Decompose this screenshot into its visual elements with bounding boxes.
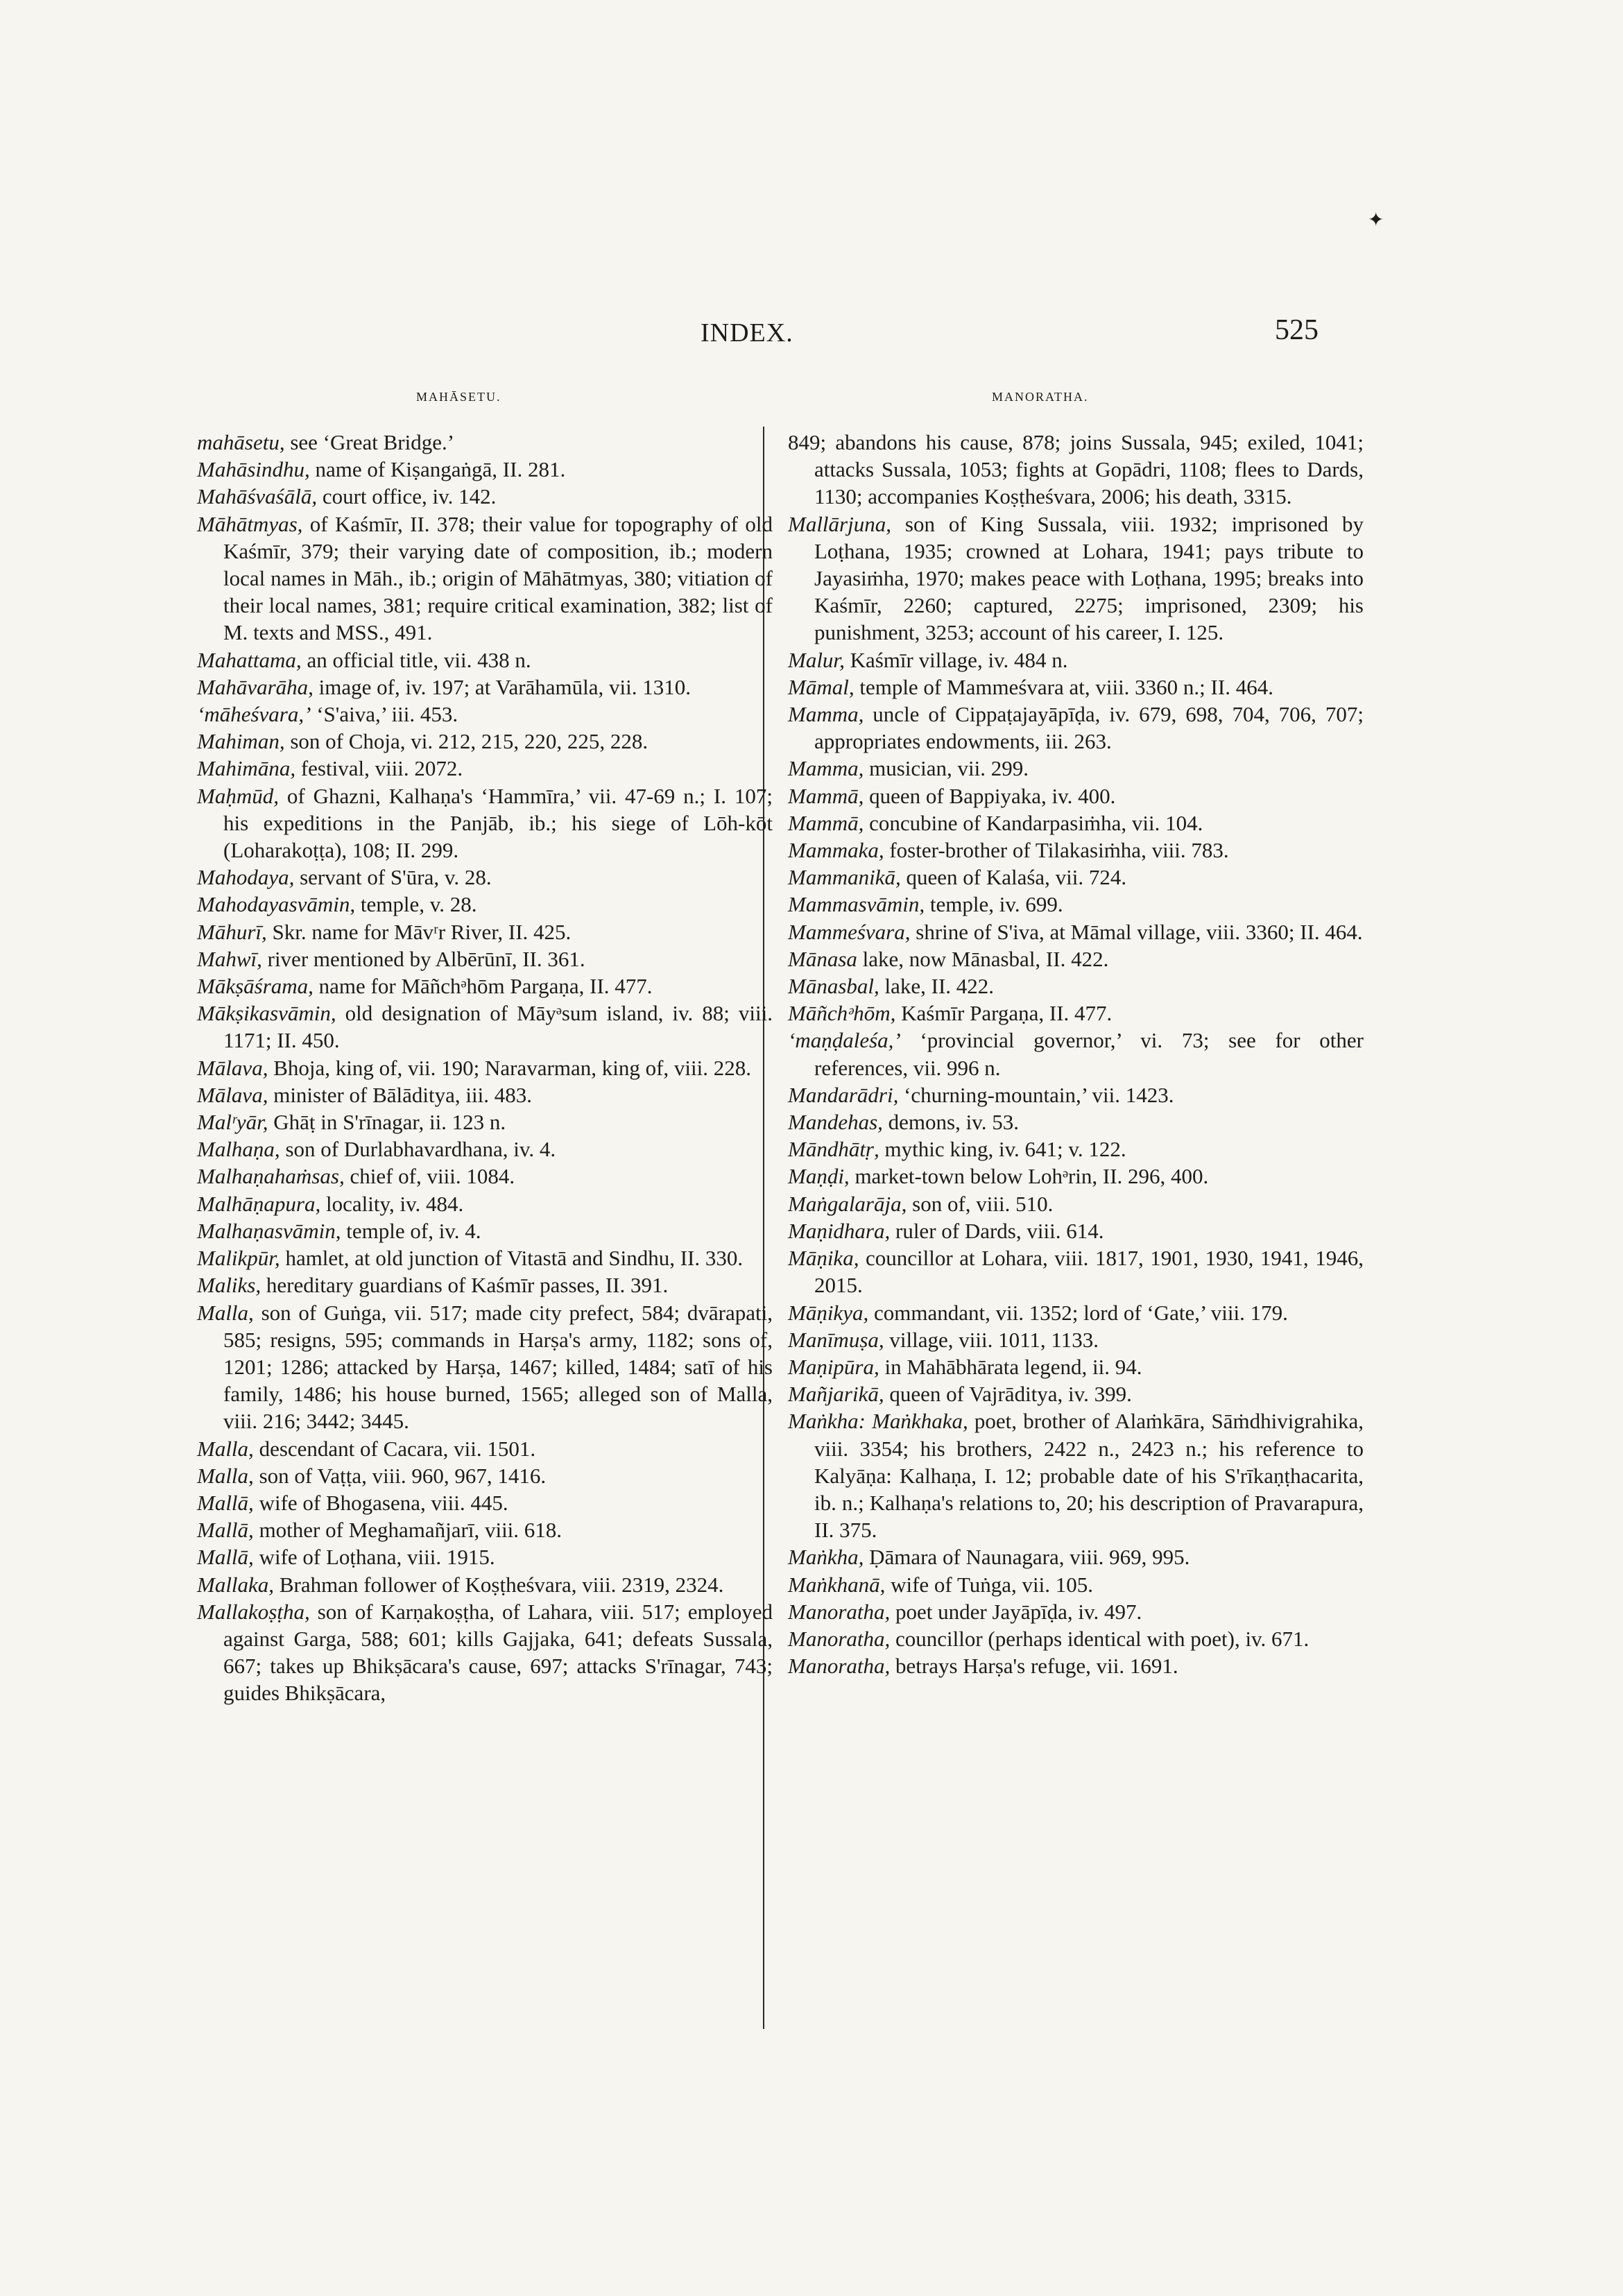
index-references: hereditary guardians of Kaśmīr passes, II. 391. bbox=[261, 1273, 669, 1298]
index-term: Malur, bbox=[788, 647, 845, 672]
index-term: Mammanikā, bbox=[788, 865, 901, 890]
index-entry bbox=[197, 1271, 773, 1299]
index-term: Mamma, bbox=[788, 702, 864, 727]
index-term: Maṅgalarāja, bbox=[788, 1191, 907, 1216]
index-references: queen of Vajrāditya, iv. 399. bbox=[884, 1382, 1132, 1407]
index-column-left bbox=[197, 429, 773, 1707]
index-term: Mākṣāśrama, bbox=[197, 974, 314, 999]
index-term: Maṇipūra, bbox=[788, 1354, 879, 1379]
index-references: councillor at Lohara, viii. 1817, 1901, 1930, 1941, 1946, 2015. bbox=[814, 1246, 1364, 1298]
index-term: Mandarādri, bbox=[788, 1082, 899, 1107]
index-entry bbox=[197, 1489, 773, 1516]
index-entry bbox=[788, 1571, 1364, 1598]
index-term: Mahāvarāha, bbox=[197, 674, 314, 699]
index-references: court office, iv. 142. bbox=[317, 484, 497, 509]
index-references: shrine of S'iva, at Māmal village, viii. 3360; II. 464. bbox=[910, 919, 1363, 944]
index-term: Mammā, bbox=[788, 810, 864, 835]
index-term: Mallārjuna, bbox=[788, 511, 891, 536]
index-references: of Ghazni, Kalhaṇa's ‘Hammīra,’ vii. 47-69 n.; I. 107; his expeditions in the Panjāb, ib.; his siege of Lōh-kōt (Loharakoṭṭa), 108; II. 299. bbox=[223, 783, 773, 863]
index-references: ruler of Dards, viii. 614. bbox=[890, 1218, 1104, 1243]
index-entry bbox=[788, 1027, 1364, 1081]
index-column-right bbox=[788, 429, 1364, 1679]
index-entry bbox=[197, 483, 773, 510]
index-references: Skr. name for Māvʳr River, II. 425. bbox=[266, 919, 572, 944]
index-references: temple, iv. 699. bbox=[925, 892, 1063, 917]
index-references: commandant, vii. 1352; lord of ‘Gate,’ viii. 179. bbox=[868, 1300, 1288, 1325]
index-references: Brahman follower of Koṣṭheśvara, viii. 2319, 2324. bbox=[274, 1572, 724, 1597]
index-references: old designation of Māyᵊsum island, iv. 88; viii. 1171; II. 450. bbox=[223, 1001, 773, 1053]
index-references: market-town below Lohᵊrin, II. 296, 400. bbox=[849, 1164, 1209, 1189]
index-term: ‘maṇḍaleśa,’ bbox=[788, 1028, 901, 1053]
index-references: chief of, viii. 1084. bbox=[344, 1164, 515, 1189]
index-term: Māṇikya, bbox=[788, 1300, 869, 1325]
index-entry bbox=[788, 973, 1364, 1000]
index-entry bbox=[788, 1136, 1364, 1163]
index-entry bbox=[788, 1190, 1364, 1217]
index-term: Mammasvāmin, bbox=[788, 892, 925, 917]
index-references: poet, brother of Alaṁkāra, Sāṁdhivigrahika, viii. 3354; his brothers, 2422 n., 2423 n.; his reference to Kalyāṇa: Kalhaṇa, I. 12; probable date of his S'rīkaṇṭhacarita, ib. n.; Kalhaṇa's relations to, 20; his description of Pravarapura, II. 375. bbox=[814, 1409, 1364, 1543]
index-term: Manoratha, bbox=[788, 1626, 891, 1651]
index-term: Māmal, bbox=[788, 674, 855, 699]
index-references: Kaśmīr Pargaṇa, II. 477. bbox=[895, 1001, 1113, 1026]
index-term: Mahodaya, bbox=[197, 865, 295, 890]
index-references: musician, vii. 299. bbox=[864, 756, 1029, 781]
index-references: lake, now Mānasbal, II. 422. bbox=[857, 946, 1109, 971]
index-entry bbox=[788, 1625, 1364, 1652]
index-entry bbox=[197, 1462, 773, 1489]
index-term: Malikpūr, bbox=[197, 1246, 280, 1271]
index-term: Mānasa bbox=[788, 946, 857, 971]
index-entry bbox=[788, 837, 1364, 864]
index-term: Mallaka, bbox=[197, 1572, 275, 1597]
index-entry bbox=[788, 755, 1364, 782]
index-references: concubine of Kandarpasiṁha, vii. 104. bbox=[864, 810, 1203, 835]
index-references: hamlet, at old junction of Vitastā and Sindhu, II. 330. bbox=[280, 1246, 744, 1271]
index-term: Mahwī, bbox=[197, 946, 262, 971]
index-entry bbox=[788, 1353, 1364, 1380]
index-entry bbox=[788, 891, 1364, 918]
index-entry bbox=[788, 1407, 1364, 1543]
index-term: Māṇika, bbox=[788, 1246, 859, 1271]
index-references: son of Karṇakoṣṭha, of Lahara, viii. 517; employed against Garga, 588; 601; kills Gajjaka, 641; defeats Sussala, 667; takes up Bhikṣācara's cause, 697; attacks S'rīnagar, 743; guides Bhikṣācara, bbox=[223, 1599, 773, 1706]
index-entry bbox=[788, 1108, 1364, 1136]
index-entry bbox=[788, 1081, 1364, 1108]
index-references: 849; abandons his cause, 878; joins Sussala, 945; exiled, 1041; attacks Sussala, 1053; fights at Gopādri, 1108; flees to Dards, 1130; accompanies Koṣṭheśvara, 2006; his death, 3315. bbox=[788, 430, 1364, 509]
index-entry bbox=[788, 809, 1364, 837]
index-references: locality, iv. 484. bbox=[320, 1191, 464, 1216]
index-entry bbox=[197, 1244, 773, 1271]
index-term: Malhaṇahaṁsas, bbox=[197, 1164, 345, 1189]
index-references: mythic king, iv. 641; v. 122. bbox=[879, 1137, 1126, 1162]
index-term: Mahāsindhu, bbox=[197, 457, 310, 482]
index-term: Maṅkha, bbox=[788, 1545, 864, 1570]
index-term: Malla, bbox=[197, 1436, 254, 1461]
index-term: Mammeśvara, bbox=[788, 919, 911, 944]
index-references: councillor (perhaps identical with poet), iv. 671. bbox=[890, 1626, 1309, 1651]
index-references: mother of Meghamañjarī, viii. 618. bbox=[253, 1518, 563, 1543]
index-term: Maṅkhanā, bbox=[788, 1572, 886, 1597]
index-entry bbox=[788, 429, 1364, 511]
index-entry bbox=[788, 1299, 1364, 1326]
index-term: Mahimāna, bbox=[197, 756, 296, 781]
index-references: servant of S'ūra, v. 28. bbox=[294, 865, 492, 890]
index-entry bbox=[788, 1244, 1364, 1299]
index-entry bbox=[788, 864, 1364, 891]
index-entry bbox=[197, 456, 773, 483]
index-entry bbox=[788, 1326, 1364, 1353]
index-term: Mammā, bbox=[788, 783, 864, 808]
index-entry bbox=[788, 1000, 1364, 1027]
index-references: queen of Bappiyaka, iv. 400. bbox=[864, 783, 1116, 808]
index-entry bbox=[788, 782, 1364, 809]
index-references: son of Guṅga, vii. 517; made city prefect, 584; dvārapati, 585; resigns, 595; commands in Harṣa's army, 1182; sons of, 1201; 1286; attacked by Harṣa, 1467; killed, 1484; satī of his family, 1486; his house burned, 1565; alleged son of Malla, viii. 216; 3442; 3445. bbox=[223, 1300, 773, 1434]
index-term: Mākṣikasvāmin, bbox=[197, 1001, 336, 1026]
index-term: Malhāṇapura, bbox=[197, 1191, 321, 1216]
index-entry bbox=[197, 1516, 773, 1543]
index-entry bbox=[788, 1598, 1364, 1625]
index-references: Ghāṭ in S'rīnagar, ii. 123 n. bbox=[268, 1110, 506, 1135]
index-term: Malhaṇa, bbox=[197, 1137, 280, 1162]
index-references: temple, v. 28. bbox=[355, 892, 477, 917]
index-entry bbox=[197, 1571, 773, 1598]
index-references: son of King Sussala, viii. 1932; imprisoned by Loṭhana, 1935; crowned at Lohara, 1941; pays tribute to Jayasiṁha, 1970; makes peace with Loṭhana, 1995; breaks into Kaśmīr, 2260; captured, 2275; imprisoned, 2309; his punishment, 3253; account of his career, I. 125. bbox=[814, 511, 1364, 645]
index-term: Māndhātṛ, bbox=[788, 1137, 879, 1162]
index-references: Kaśmīr village, iv. 484 n. bbox=[844, 647, 1068, 672]
index-entry bbox=[788, 1652, 1364, 1679]
index-term: Mamma, bbox=[788, 756, 864, 781]
index-references: ‘churning-mountain,’ vii. 1423. bbox=[898, 1082, 1174, 1107]
page-number: 525 bbox=[1275, 314, 1319, 346]
index-term: Maṅkha: Maṅkhaka, bbox=[788, 1409, 968, 1434]
index-entry bbox=[197, 701, 773, 728]
index-entry bbox=[197, 1598, 773, 1707]
index-term: Mālava, bbox=[197, 1082, 268, 1107]
index-references: name for Māñchᵊhōm Pargaṇa, II. 477. bbox=[313, 974, 653, 999]
index-references: an official title, vii. 438 n. bbox=[301, 647, 531, 672]
index-references: village, viii. 1011, 1133. bbox=[884, 1327, 1099, 1352]
index-entry bbox=[788, 918, 1364, 945]
index-term: Malla, bbox=[197, 1300, 254, 1325]
index-term: Māñchᵊhōm, bbox=[788, 1001, 896, 1026]
index-entry bbox=[788, 1380, 1364, 1407]
index-term: Malʳyār, bbox=[197, 1110, 268, 1135]
index-references: wife of Loṭhana, viii. 1915. bbox=[253, 1545, 495, 1570]
index-references: lake, II. 422. bbox=[879, 974, 995, 999]
index-entry bbox=[197, 1543, 773, 1570]
index-entry bbox=[197, 1217, 773, 1244]
index-references: of Kaśmīr, II. 378; their value for topography of old Kaśmīr, 379; their varying date of composition, ib.; modern local names in Māh., ib.; origin of Māhātmyas, 380; vitiation of their local names, 381; require critical examination, 382; list of M. texts and MSS., 491. bbox=[223, 511, 773, 645]
index-term: Mahattama, bbox=[197, 647, 302, 672]
index-references: descendant of Cacara, vii. 1501. bbox=[253, 1436, 536, 1461]
index-references: son of Durlabhavardhana, iv. 4. bbox=[280, 1137, 556, 1162]
index-term: Mallā, bbox=[197, 1490, 254, 1515]
index-entry bbox=[197, 864, 773, 891]
index-entry bbox=[788, 511, 1364, 646]
index-term: Mallā, bbox=[197, 1545, 254, 1570]
index-references: Ḍāmara of Naunagara, viii. 969, 995. bbox=[864, 1545, 1190, 1570]
index-references: ‘S'aiva,’ iii. 453. bbox=[311, 702, 458, 727]
index-term: Malhaṇasvāmin, bbox=[197, 1218, 341, 1243]
index-entry bbox=[788, 1543, 1364, 1570]
index-entry bbox=[197, 1108, 773, 1136]
index-term: mahāsetu, bbox=[197, 430, 285, 454]
index-entry bbox=[197, 1299, 773, 1435]
index-entry bbox=[788, 1217, 1364, 1244]
index-term: Māhātmyas, bbox=[197, 511, 303, 536]
index-references: son of Vaṭṭa, viii. 960, 967, 1416. bbox=[253, 1463, 547, 1488]
index-references: ‘provincial governor,’ vi. 73; see for other references, vii. 996 n. bbox=[814, 1028, 1364, 1080]
index-references: foster-brother of Tilakasiṁha, viii. 783. bbox=[884, 838, 1229, 863]
index-entry bbox=[197, 1081, 773, 1108]
index-entry bbox=[197, 1435, 773, 1462]
index-references: poet under Jayāpīḍa, iv. 497. bbox=[890, 1599, 1142, 1624]
index-references: see ‘Great Bridge.’ bbox=[284, 430, 455, 454]
index-term: Manoratha, bbox=[788, 1654, 891, 1679]
index-term: Mānasbal, bbox=[788, 974, 879, 999]
index-references: river mentioned by Albērūnī, II. 361. bbox=[261, 946, 585, 971]
index-references: queen of Kalaśa, vii. 724. bbox=[900, 865, 1127, 890]
index-entry bbox=[788, 701, 1364, 755]
index-references: temple of, iv. 4. bbox=[341, 1218, 481, 1243]
index-entry bbox=[197, 945, 773, 973]
index-term: Maṇidhara, bbox=[788, 1218, 891, 1243]
index-entry bbox=[197, 1136, 773, 1163]
index-references: Bhoja, king of, vii. 190; Naravarman, king of, viii. 228. bbox=[268, 1055, 751, 1080]
index-references: temple of Mammeśvara at, viii. 3360 n.; II. 464. bbox=[854, 674, 1273, 699]
running-head-right: MANORATHA. bbox=[992, 390, 1089, 404]
index-term: Mahiman, bbox=[197, 729, 285, 754]
index-entry bbox=[197, 728, 773, 755]
index-term: Manīmuṣa, bbox=[788, 1327, 884, 1352]
index-entry bbox=[197, 1054, 773, 1081]
index-entry bbox=[197, 1000, 773, 1054]
index-entry bbox=[197, 891, 773, 918]
page-header-title: INDEX. bbox=[701, 318, 793, 348]
index-term: Māhurī, bbox=[197, 919, 267, 944]
index-entry bbox=[197, 755, 773, 782]
index-term: Mahodayasvāmin, bbox=[197, 892, 356, 917]
index-term: Mallā, bbox=[197, 1518, 254, 1543]
index-entry bbox=[197, 1163, 773, 1190]
index-references: name of Kiṣangaṅgā, II. 281. bbox=[309, 457, 566, 482]
index-term: Mandehas, bbox=[788, 1110, 883, 1135]
index-references: uncle of Cippaṭajayāpīḍa, iv. 679, 698, 704, 706, 707; appropriates endowments, iii. 263. bbox=[814, 702, 1364, 754]
index-term: Mañjarikā, bbox=[788, 1382, 884, 1407]
index-term: Manoratha, bbox=[788, 1599, 891, 1624]
ink-mark-icon: ✦ bbox=[1368, 209, 1384, 231]
index-references: son of, viii. 510. bbox=[907, 1191, 1054, 1216]
index-references: wife of Bhogasena, viii. 445. bbox=[253, 1490, 508, 1515]
index-references: demons, iv. 53. bbox=[882, 1110, 1019, 1135]
index-references: festival, viii. 2072. bbox=[295, 756, 463, 781]
index-references: wife of Tuṅga, vii. 105. bbox=[885, 1572, 1094, 1597]
index-entry bbox=[788, 945, 1364, 973]
running-head-left: MAHĀSETU. bbox=[416, 390, 501, 404]
index-entry bbox=[197, 511, 773, 646]
index-references: in Mahābhārata legend, ii. 94. bbox=[879, 1354, 1142, 1379]
index-term: Maliks, bbox=[197, 1273, 261, 1298]
index-entry bbox=[788, 674, 1364, 701]
index-references: image of, iv. 197; at Varāhamūla, vii. 1310. bbox=[313, 674, 692, 699]
index-entry bbox=[197, 646, 773, 674]
index-term: Mallakoṣṭha, bbox=[197, 1599, 310, 1624]
index-entry bbox=[788, 1163, 1364, 1190]
index-entry bbox=[197, 429, 773, 456]
index-term: Maḥmūd, bbox=[197, 783, 279, 808]
index-term: ‘māheśvara,’ bbox=[197, 702, 311, 727]
index-entry bbox=[197, 1190, 773, 1217]
index-term: Mammaka, bbox=[788, 838, 884, 863]
index-references: betrays Harṣa's refuge, vii. 1691. bbox=[890, 1654, 1178, 1679]
index-entry bbox=[197, 782, 773, 864]
index-term: Malla, bbox=[197, 1463, 254, 1488]
index-entry bbox=[197, 973, 773, 1000]
index-term: Mālava, bbox=[197, 1055, 268, 1080]
index-entry bbox=[788, 646, 1364, 674]
index-term: Maṇḍi, bbox=[788, 1164, 850, 1189]
index-references: minister of Bālāditya, iii. 483. bbox=[268, 1082, 533, 1107]
index-references: son of Choja, vi. 212, 215, 220, 225, 228. bbox=[284, 729, 649, 754]
index-entry bbox=[197, 918, 773, 945]
index-entry bbox=[197, 674, 773, 701]
index-term: Mahāśvaśālā, bbox=[197, 484, 318, 509]
